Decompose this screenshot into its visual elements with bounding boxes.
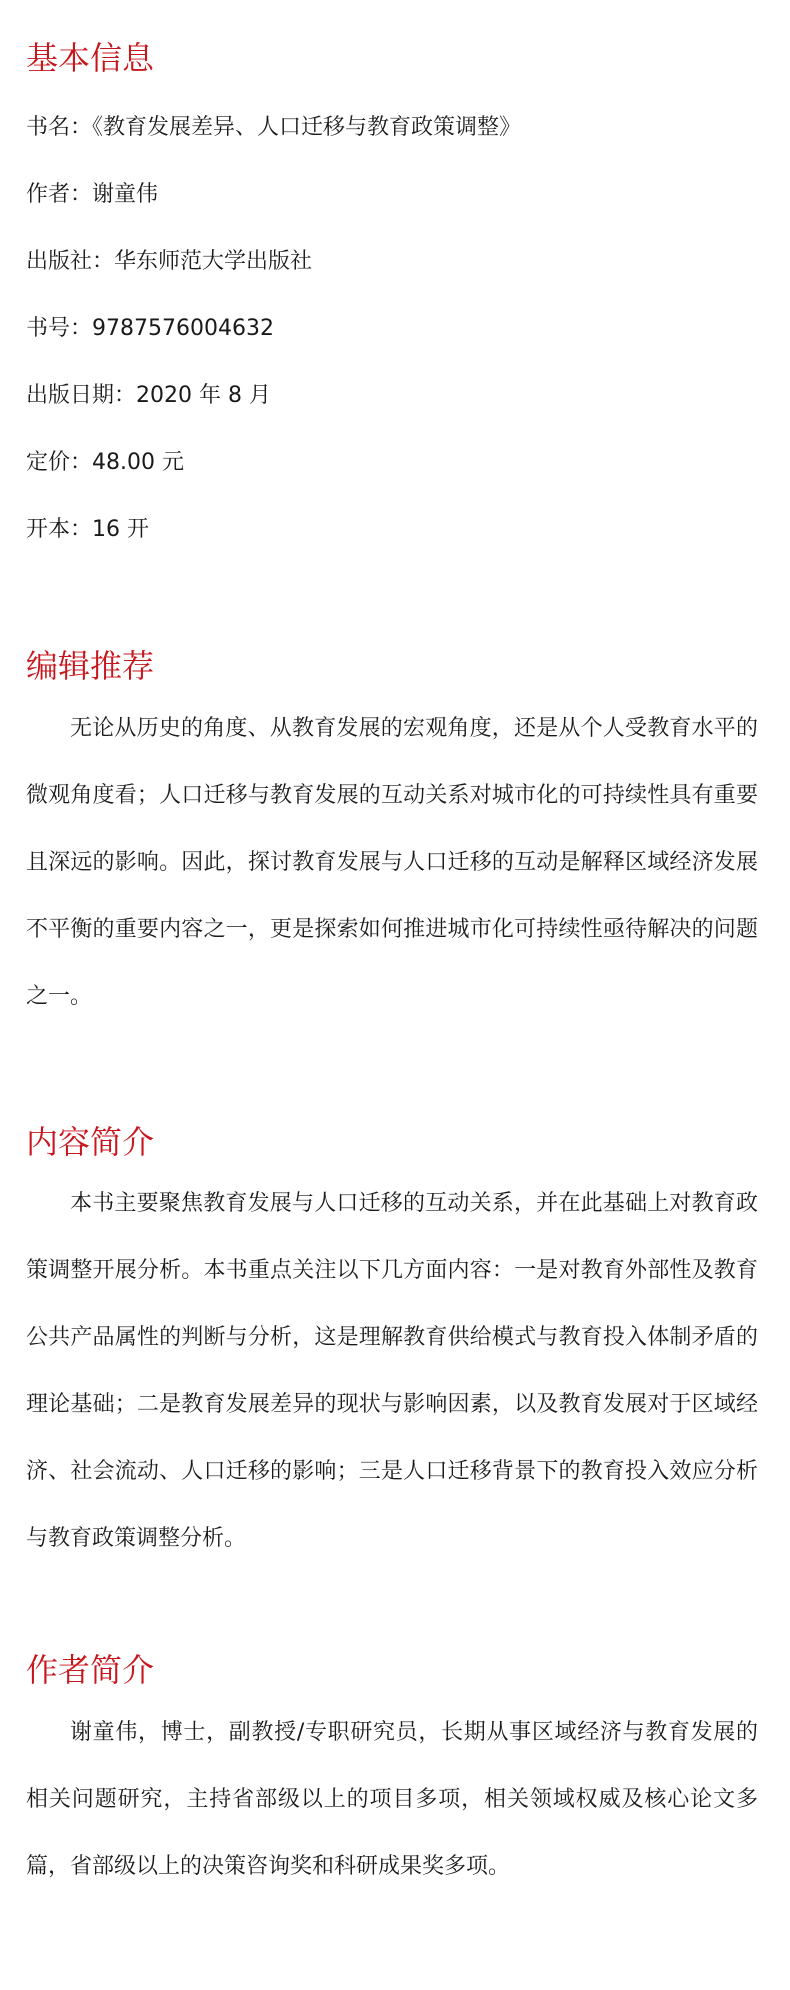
basic-info-heading: 基本信息 — [26, 39, 155, 77]
book-name-line: 书名：《教育发展差异、人口迁移与教育政策调整》 — [26, 115, 522, 140]
author-intro-text: 谢童伟，博士，副教授/专职研究员，长期从事区域经济与教育发展的相关问题研究，主持省部级以上的项目多项，相关领域权威及核心论文多篇，省部级以上的决策咨询奖和科研成果奖多项。 — [26, 1720, 758, 1879]
author-line: 作者：谢童伟 — [26, 182, 159, 207]
pub-date-line: 出版日期：2020 年 8 月 — [26, 383, 271, 408]
price-line: 定价：48.00 元 — [26, 450, 184, 475]
isbn-line: 书号：9787576004632 — [26, 316, 274, 341]
content-intro-text: 本书主要聚焦教育发展与人口迁移的互动关系，并在此基础上对教育政策调整开展分析。本书重点关注以下几方面内容：一是对教育外部性及教育公共产品属性的判断与分析，这是理解教育供给模式与教育投入体制矛盾的理论基础；二是教育发展差异的现状与影响因素，以及教育发展对于区域经济、社会流动、人口迁移的影响；三是人口迁移背景下的教育投入效应分析与教育政策调整分析。 — [26, 1191, 758, 1551]
publisher-line: 出版社：华东师范大学出版社 — [26, 249, 313, 274]
editor-recommend-heading: 编辑推荐 — [26, 647, 155, 685]
author-intro-heading: 作者简介 — [26, 1651, 155, 1689]
format-line: 开本：16 开 — [26, 517, 149, 542]
editor-recommend-text: 无论从历史的角度、从教育发展的宏观角度，还是从个人受教育水平的微观角度看；人口迁移与教育发展的互动关系对城市化的可持续性具有重要且深远的影响。因此，探讨教育发展与人口迁移的互动是解释区域经济发展不平衡的重要内容之一，更是探索如何推进城市化可持续性亟待解决的问题之一。 — [26, 716, 758, 1009]
content-intro-heading: 内容简介 — [26, 1123, 155, 1161]
